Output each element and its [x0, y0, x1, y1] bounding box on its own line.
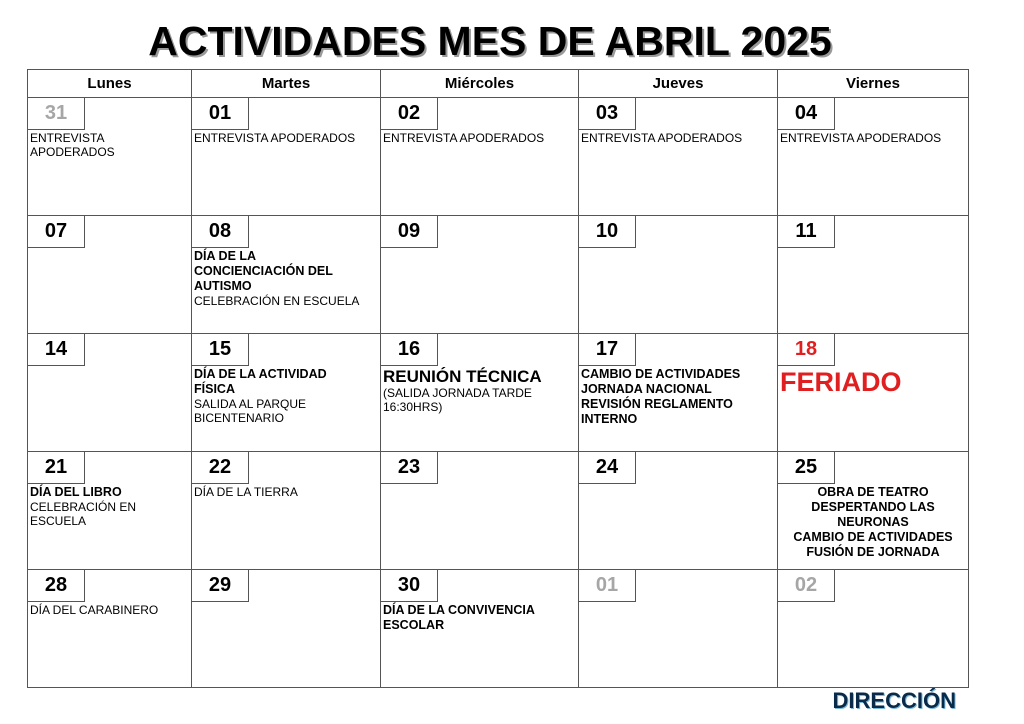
day-events	[579, 248, 777, 249]
day-events	[778, 366, 968, 397]
event-text: BICENTENARIO	[194, 411, 285, 425]
day-events	[778, 484, 968, 560]
day-events	[192, 602, 380, 603]
day-number: 24	[579, 452, 636, 484]
day-number: 10	[579, 216, 636, 248]
day-number: 02	[778, 570, 835, 602]
event-text: FERIADO	[780, 367, 902, 397]
day-number: 16	[381, 334, 438, 366]
day-cell	[381, 216, 579, 334]
day-number: 17	[579, 334, 636, 366]
day-number: 11	[778, 216, 835, 248]
day-number: 01	[192, 98, 249, 130]
day-cell	[381, 334, 579, 452]
day-events	[28, 248, 191, 249]
day-cell	[778, 334, 969, 452]
day-events	[579, 484, 777, 485]
day-events	[192, 484, 380, 499]
event-text: DÍA DE LA ACTIVIDAD	[194, 367, 327, 381]
day-number: 29	[192, 570, 249, 602]
day-number: 30	[381, 570, 438, 602]
day-cell	[579, 570, 778, 688]
day-events	[381, 484, 578, 485]
page-title: ACTIVIDADES MES DE ABRIL 2025	[148, 18, 832, 64]
event-text: DÍA DE LA	[194, 249, 257, 263]
event-text: OBRA DE TEATRO	[817, 485, 929, 499]
event-text: AUTISMO	[194, 279, 252, 293]
day-number: 01	[579, 570, 636, 602]
day-events	[778, 248, 968, 249]
day-number: 14	[28, 334, 85, 366]
event-text: INTERNO	[581, 412, 638, 426]
event-text: CAMBIO DE ACTIVIDADES	[793, 530, 953, 544]
calendar-grid	[27, 69, 969, 688]
day-events	[28, 602, 191, 617]
day-events	[28, 130, 191, 159]
event-text: JORNADA NACIONAL	[581, 382, 712, 396]
footer-signature: DIRECCIÓN	[832, 688, 956, 713]
day-events	[28, 484, 191, 528]
event-text: ENTREVISTA APODERADOS	[780, 131, 942, 145]
event-text: CONCIENCIACIÓN DEL	[194, 264, 333, 278]
event-text: DESPERTANDO LAS	[811, 500, 935, 514]
event-text: ENTREVISTA APODERADOS	[581, 131, 743, 145]
day-number: 23	[381, 452, 438, 484]
day-events	[381, 602, 578, 633]
event-text: SALIDA AL PARQUE	[194, 397, 307, 411]
day-events	[192, 366, 380, 425]
day-cell	[192, 334, 381, 452]
day-cell	[28, 452, 192, 570]
event-text: REUNIÓN TÉCNICA	[383, 367, 542, 386]
week-row	[28, 334, 969, 452]
day-cell	[192, 570, 381, 688]
weekday-header-row	[28, 70, 969, 98]
weekday-header: Jueves	[579, 70, 778, 98]
day-number: 07	[28, 216, 85, 248]
day-events	[381, 366, 578, 414]
week-row	[28, 570, 969, 688]
day-events	[192, 248, 380, 308]
day-cell	[579, 216, 778, 334]
event-text: FUSIÓN DE JORNADA	[806, 545, 940, 559]
event-text: DÍA DE LA TIERRA	[194, 485, 298, 499]
day-number: 09	[381, 216, 438, 248]
day-number: 22	[192, 452, 249, 484]
day-number: 21	[28, 452, 85, 484]
event-text: CELEBRACIÓN EN	[30, 500, 137, 514]
day-events	[381, 248, 578, 249]
event-text: DÍA DEL CARABINERO	[30, 603, 159, 617]
day-events	[778, 602, 968, 603]
event-text: DÍA DEL LIBRO	[30, 485, 122, 499]
day-cell	[28, 98, 192, 216]
day-cell	[381, 570, 579, 688]
day-cell	[381, 452, 579, 570]
day-cell	[778, 452, 969, 570]
day-events	[579, 366, 777, 427]
day-number: 28	[28, 570, 85, 602]
event-text: ENTREVISTA	[30, 131, 105, 145]
day-cell	[778, 98, 969, 216]
event-text: ENTREVISTA APODERADOS	[383, 131, 545, 145]
week-row	[28, 98, 969, 216]
day-number: 31	[28, 98, 85, 130]
week-row	[28, 452, 969, 570]
day-cell	[192, 98, 381, 216]
day-events	[28, 366, 191, 367]
day-cell	[192, 216, 381, 334]
week-row	[28, 216, 969, 334]
day-cell	[28, 570, 192, 688]
day-cell	[579, 334, 778, 452]
weekday-header: Lunes	[28, 70, 192, 98]
event-text: 16:30HRS)	[383, 400, 443, 414]
day-events	[778, 130, 968, 145]
event-text: ESCUELA	[30, 514, 87, 528]
day-cell	[192, 452, 381, 570]
day-number: 18	[778, 334, 835, 366]
day-number: 03	[579, 98, 636, 130]
day-number: 15	[192, 334, 249, 366]
weekday-header: Miércoles	[381, 70, 579, 98]
event-text: ESCOLAR	[383, 618, 445, 632]
day-events	[381, 130, 578, 145]
day-events	[579, 130, 777, 145]
weekday-header: Viernes	[778, 70, 969, 98]
day-number: 25	[778, 452, 835, 484]
day-events	[192, 130, 380, 145]
event-text: FÍSICA	[194, 382, 235, 396]
day-cell	[579, 98, 778, 216]
day-number: 08	[192, 216, 249, 248]
event-text: APODERADOS	[30, 145, 115, 159]
event-text: CAMBIO DE ACTIVIDADES	[581, 367, 741, 381]
day-cell	[381, 98, 579, 216]
day-cell	[28, 216, 192, 334]
event-text: (SALIDA JORNADA TARDE	[383, 386, 532, 400]
day-number: 02	[381, 98, 438, 130]
event-text: CELEBRACIÓN EN ESCUELA	[194, 294, 360, 308]
day-cell	[28, 334, 192, 452]
day-events	[579, 602, 777, 603]
day-cell	[579, 452, 778, 570]
day-cell	[778, 570, 969, 688]
event-text: NEURONAS	[837, 515, 909, 529]
event-text: DÍA DE LA CONVIVENCIA	[383, 603, 535, 617]
day-number: 04	[778, 98, 835, 130]
event-text: ENTREVISTA APODERADOS	[194, 131, 356, 145]
weekday-header: Martes	[192, 70, 381, 98]
day-cell	[778, 216, 969, 334]
event-text: REVISIÓN REGLAMENTO	[581, 397, 733, 411]
